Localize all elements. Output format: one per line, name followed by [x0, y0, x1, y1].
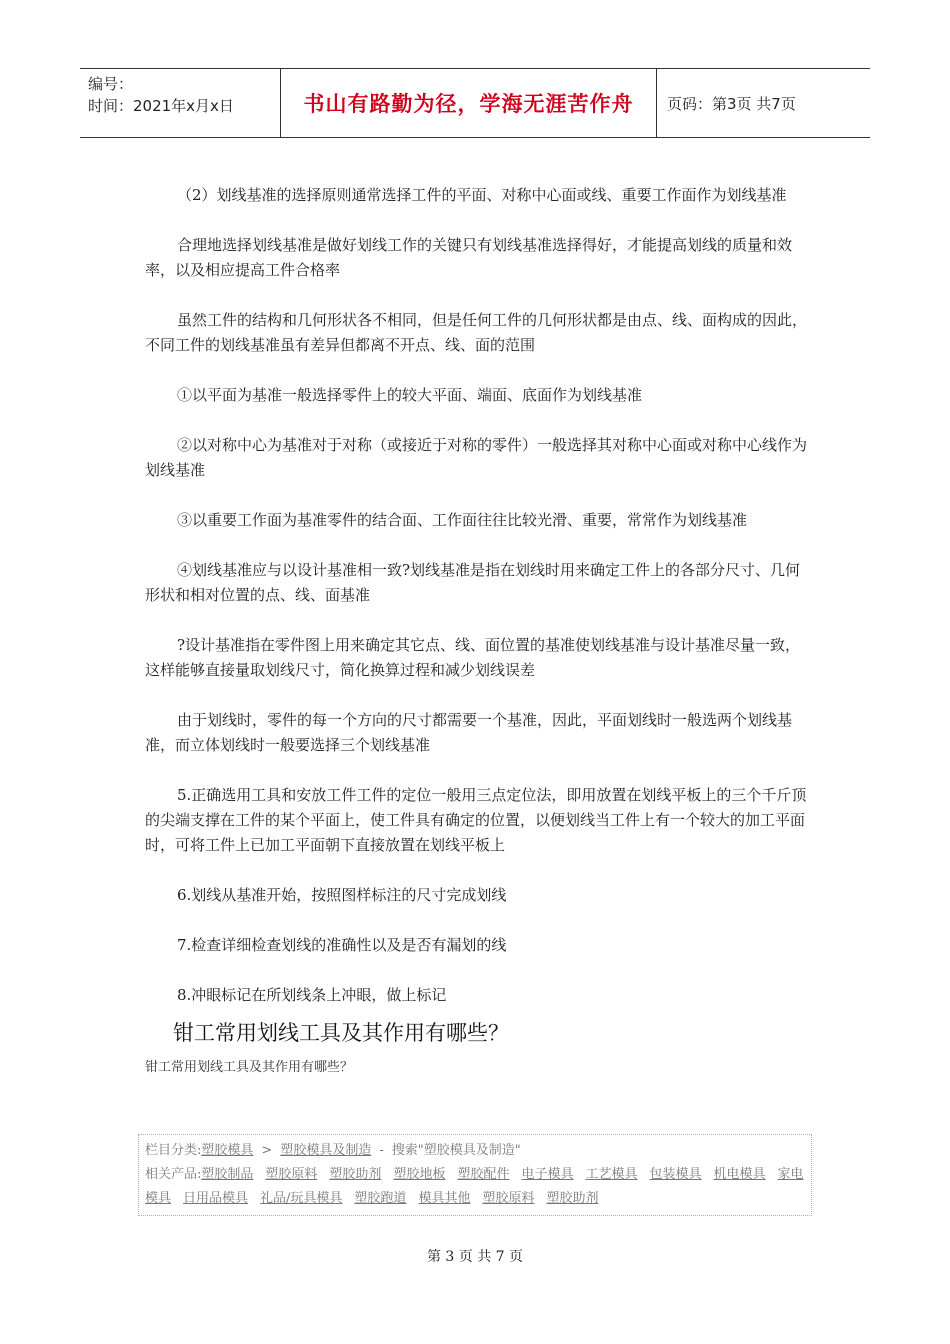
breadcrumb-arrow: >: [261, 1143, 273, 1158]
paragraph: 由于划线时，零件的每一个方向的尺寸都需要一个基准，因此，平面划线时一般选两个划线基准，而立体划线时一般要选择三个划线基准: [145, 711, 793, 754]
header-meta: [80, 69, 280, 137]
related-link[interactable]: 机电模具: [713, 1167, 766, 1182]
paragraph: 5.正确选用工具和安放工件工件的定位一般用三点定位法，即用放置在划线平板上的三个千斤顶的尖端支撑在工件的某个平面上，使工件具有确定的位置，以便划线当工件上有一个较大的加工平面时，可将工件上已加工平面朝下直接放置在划线平板上: [145, 786, 807, 854]
paragraph: ①以平面为基准一般选择零件上的较大平面、端面、底面作为划线基准: [177, 386, 643, 404]
motto: 书山有路勤为径，学海无涯苦作舟: [280, 69, 657, 137]
section-subtitle: 钳工常用划线工具及其作用有哪些？: [145, 1060, 354, 1075]
category-label: 栏目分类:: [145, 1143, 202, 1158]
paragraph: ②以对称中心为基准对于对称（或接近于对称的零件）一般选择其对称中心面或对称中心线作为划线基准: [145, 436, 808, 479]
category-info-box: [138, 1134, 812, 1216]
search-text: 搜索"塑胶模具及制造": [391, 1143, 521, 1158]
related-link[interactable]: 工艺模具: [585, 1167, 638, 1182]
category-link[interactable]: 塑胶模具: [201, 1143, 254, 1158]
related-link[interactable]: 塑胶地板: [393, 1167, 446, 1182]
related-link[interactable]: 电子模具: [521, 1167, 574, 1182]
related-link[interactable]: 塑胶助剂: [546, 1191, 599, 1206]
paragraph: 虽然工件的结构和几何形状各不相同，但是任何工件的几何形状都是由点、线、面构成的因此，不同工件的划线基准虽有差异但都离不开点、线、面的范围: [145, 311, 808, 354]
related-link[interactable]: 塑胶助剂: [329, 1167, 382, 1182]
page-footer: 第 3 页 共 7 页: [426, 1249, 524, 1265]
breadcrumb-dash: -: [379, 1143, 384, 1158]
paragraph: ③以重要工作面为基准零件的结合面、工作面往往比较光滑、重要，常常作为划线基准: [177, 511, 748, 529]
related-link[interactable]: 塑胶跑道: [354, 1191, 407, 1206]
paragraph: （2）划线基准的选择原则通常选择工件的平面、对称中心面或线、重要工作面作为划线基准: [177, 186, 787, 204]
page-header: [80, 68, 870, 138]
related-link[interactable]: 包装模具: [649, 1167, 702, 1182]
related-label: 相关产品:: [145, 1167, 202, 1182]
time-label: 时间：2021年x月x日: [88, 97, 234, 115]
related-link[interactable]: 塑胶配件: [457, 1167, 510, 1182]
related-products-row: [145, 1163, 805, 1211]
related-link[interactable]: 塑胶原料: [482, 1191, 535, 1206]
subcategory-link[interactable]: 塑胶模具及制造: [280, 1143, 372, 1158]
related-link[interactable]: 礼品/玩具模具: [260, 1191, 343, 1206]
paragraph: ?设计基准指在零件图上用来确定其它点、线、面位置的基准使划线基准与设计基准尽量一致，这样能够直接量取划线尺寸，简化换算过程和减少划线误差: [145, 636, 801, 679]
related-link[interactable]: 家电模具: [145, 1167, 804, 1206]
number-label: 编号：: [88, 75, 134, 93]
paragraph: 6.划线从基准开始，按照图样标注的尺寸完成划线: [177, 886, 507, 904]
paragraph: 合理地选择划线基准是做好划线工作的关键只有划线基准选择得好，才能提高划线的质量和效率，以及相应提高工件合格率: [145, 236, 793, 279]
header-page-info: 页码：第3页 共7页: [667, 94, 796, 113]
document-body: [145, 183, 810, 1087]
related-link[interactable]: 日用品模具: [183, 1191, 249, 1206]
category-row: [145, 1139, 805, 1163]
paragraph: ④划线基准应与以设计基准相一致?划线基准是指在划线时用来确定工件上的各部分尺寸、几何形状和相对位置的点、线、面基准: [145, 561, 801, 604]
paragraph: 7.检查详细检查划线的准确性以及是否有漏划的线: [177, 936, 507, 954]
section-title: 钳工常用划线工具及其作用有哪些？: [173, 1021, 509, 1045]
related-link[interactable]: 塑胶原料: [265, 1167, 318, 1182]
related-link[interactable]: 塑胶制品: [201, 1167, 254, 1182]
related-link[interactable]: 模具其他: [418, 1191, 471, 1206]
paragraph: 8.冲眼标记在所划线条上冲眼，做上标记: [177, 986, 447, 1004]
